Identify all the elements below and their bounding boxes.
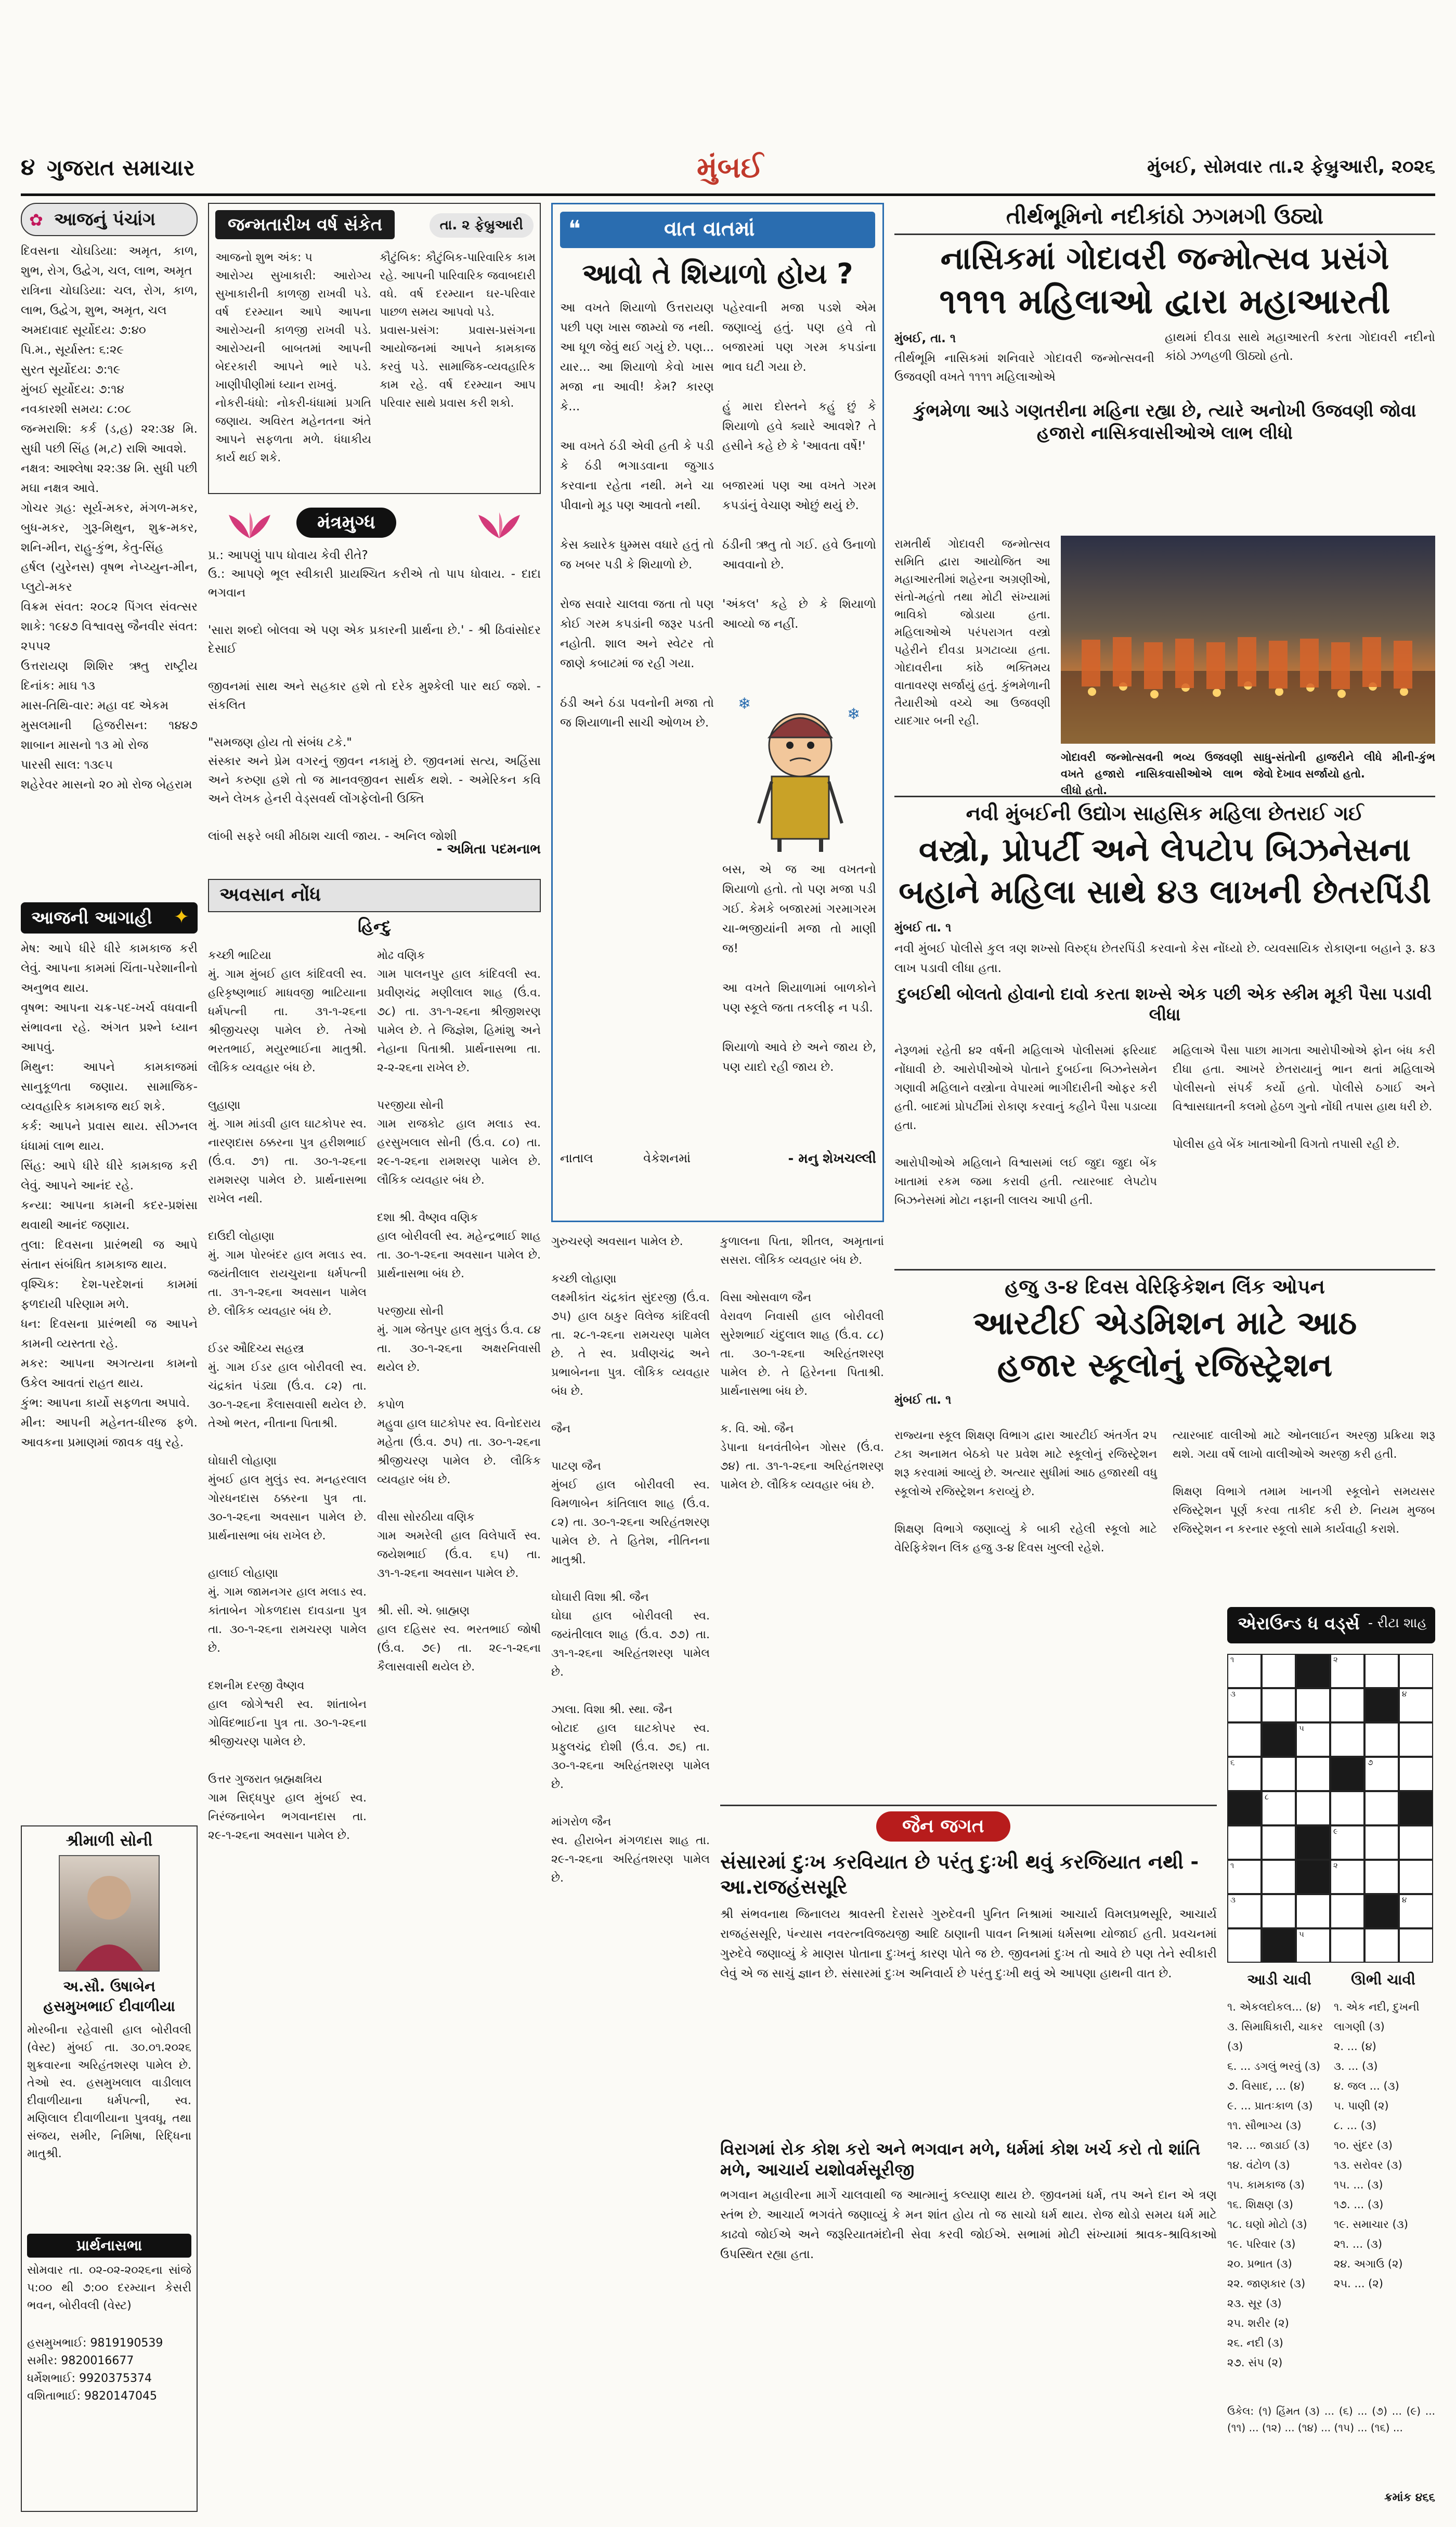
crossword-grid	[1227, 1654, 1435, 1966]
pink-flower-icon: ✿	[29, 210, 43, 230]
nashik-dateline: મુંબઈ, તા. ૧	[894, 332, 956, 345]
fraud-headline2: બહાને મહિલા સાથે ૪૩ લાખની છેતરપિંડી	[899, 873, 1431, 911]
page-number: ૪	[21, 154, 35, 180]
prayer-body: સોમવાર તા. ૦૨-૦૨-૨૦૨૬ના સાંજે ૫:૦૦ થી ૭:૦૦ દરમ્યાન કેસરી ભવન, બોરીવલી (વેસ્ટ)	[27, 2264, 195, 2312]
crossword-cell	[1262, 1860, 1296, 1894]
crossword-cell	[1227, 1688, 1262, 1722]
prayer-title: પ્રાર્થનાસભા	[27, 2234, 191, 2258]
vaat-col1: આ વખતે શિયાળો ઉત્તરાયણ પછી પણ ખાસ જામ્યો જ નથી. આ ધૂળ જેવું થઈ ગયું છે. પણ... યાર... આ શિયાળો કેવો ખાસ મજા ના આવી! કેમ? કારણ કે... આ વખતે ઠંડી એવી હતી કે પડી કે ઠંડી ભગાડવાના જુગાડ કરવાના રહેતા નથી. મને ચા પીવાનો મૂડ પણ આવતો નથી. કેસ ક્યારેક ધુમ્મસ વધારે હતું તો જ ખબર પડી કે શિયાળો છે. રોજ સવારે ચાલવા જતા તો પણ કોઈ ગરમ કપડાંની જરૂર પડતી નહોતી. શાલ અને સ્વેટર તો જાણે કબાટમાં જ રહી ગયા. ઠંડી અને ઠંડા પવનોની મજા તો જ શિયાળાની સાચી ઓળખ છે.	[560, 301, 714, 730]
crossword-cell	[1399, 1791, 1433, 1825]
crossword-cell	[1330, 1860, 1364, 1894]
cartoon-boy-icon	[722, 688, 876, 854]
crossword-cell	[1364, 1928, 1399, 1963]
panchang-body: દિવસના ચોઘડિયા: અમૃત, કાળ, શુભ, રોગ, ઉદ્વેગ, ચલ, લાભ, અમૃત રાત્રિના ચોઘડિયા: ચલ, રોગ, કાળ, લાભ, ઉદ્વેગ, શુભ, અમૃત, ચલ અમદાવાદ સૂર્યોદય: ૭:૪૦ પિ.મ., સૂર્યાસ્ત: ૬:૨૯ સુરત સૂર્યોદય: ૭:૧૯ મુંબઈ સૂર્યોદય: ૭:૧૪ નવકારશી સમય: ૮:૦૮ જન્મરાશિ: કર્ક (ડ,હ) ૨૨:૩૪ મિ. સુધી પછી સિંહ (મ,ટ) રાશિ આવશે. નક્ષત્ર: આશ્લેષા ૨૨:૩૪ મિ. સુધી પછી મઘા નક્ષત્ર આવે. ગોચર ગ્રહ: સૂર્ય-મકર, મંગળ-મકર, બુધ-મકર, ગુરૂ-મિથુન, શુક્ર-મકર, શનિ-મીન, રાહુ-કુંભ, કેતુ-સિંહ હર્ષલ (યુરેનસ) વૃષભ નેપ્ચ્યુન-મીન, પ્લુટો-મકર વિક્રમ સંવત: ૨૦૮૨ પિંગલ સંવત્સર શાકે: ૧૯૪૭ વિશ્વાવસુ જૈનવીર સંવત: ૨૫૫૨ ઉત્તરાયણ શિશિર ઋતુ રાષ્ટ્રીય દિનાંક: માઘ ૧૩ માસ-તિથિ-વાર: મહા વદ એકમ મુસલમાની હિજરીસન: ૧૪૪૭ શાબાન માસનો ૧૩ મો રોજ પારસી સાલ: ૧૩૯૫ શહેરેવર માસનો ૨૦ મો રોજ બેહરામ	[21, 244, 198, 792]
crossword-cell	[1262, 1688, 1296, 1722]
fraud-headline1: વસ્ત્રો, પ્રોપર્ટી અને લેપટોપ બિઝનેસના	[918, 830, 1411, 869]
crossword-cell	[1296, 1688, 1330, 1722]
across-title: આડી ચાવી	[1247, 1971, 1311, 1988]
crossword-cell	[1262, 1928, 1296, 1963]
jain-subhead: વિરાગમાં રોક કોશ કરો અને ભગવાન મળે, ધર્મમાં કોશ ખર્ચ કરો તો શાંતિ મળે, આચાર્ય યશોવર્મસૂરીજી	[720, 2139, 1201, 2180]
rte-headline2: હજાર સ્કૂલોનું રજિસ્ટ્રેશન	[997, 1346, 1333, 1384]
obituaries-title: અવસાન નોંધ	[208, 879, 541, 912]
notice-name: અ.સૌ. ઉષાબેન હસમુખભાઈ દીવાળીયા	[43, 1978, 175, 2015]
crossword-cell	[1262, 1757, 1296, 1791]
nashik-headline2: ૧૧૧૧ મહિલાઓ દ્વારા મહાઆરતી	[939, 281, 1390, 321]
nashik-subhead: કુંભમેળા આડે ગણતરીના મહિના રહ્યા છે, ત્યારે અનોખી ઉજવણી જોવા હજારો નાસિકવાસીઓએ લાભ લીધો	[913, 400, 1416, 444]
crossword-cell	[1330, 1928, 1364, 1963]
crossword-cell	[1364, 1860, 1399, 1894]
crossword-cell	[1330, 1757, 1364, 1791]
star-icon: ✦	[173, 906, 189, 928]
nashik-kicker: તીર્થભૂમિનો નદીકાંઠો ઝગમગી ઉઠ્યો	[894, 203, 1435, 235]
vaat-footer	[560, 1151, 876, 1213]
portrait-icon	[59, 1855, 160, 1972]
crossword-cell-number: ૧	[1230, 1655, 1234, 1664]
rte-kicker: હજુ ૩-૪ દિવસ વેરિફિકેશન લિંક ઓપન	[1005, 1275, 1325, 1298]
down-clues: ૧. એક નદી, દુખની લાગણી (૩) ૨. ... (૪) ૩. ... (૩) ૪. જલ ... (૩) ૫. પાણી (૨) ૮. ... (૩) ૧૦. સુંદર (૩) ૧૩. સરોવર (૩) ૧૫. ... (૩) ૧૭. ... (૩) ૧૯. સમાચાર (૩) ૨૧. ... (૩) ૨૪. અગાઉ (૨) ૨૫. ... (૨)	[1334, 2001, 1420, 2290]
fraud-lead: નવી મુંબઈ પોલીસે કુલ ત્રણ શખ્સો વિરુદ્ધ છેતરપિંડી કરવાનો કેસ નોંધ્યો છે. વ્યવસાયિક રોકાણના બહાને રૂ. ૪૩ લાખ પડાવી લીધા હતા.	[894, 941, 1439, 975]
crossword-cell	[1364, 1688, 1399, 1722]
rte-headline1: આરટીઈ એડમિશન માટે આઠ	[972, 1303, 1357, 1342]
fraud-col1: નેરૂળમાં રહેતી ૪૨ વર્ષની મહિલાએ પોલીસમાં ફરિયાદ નોંધાવી છે. આરોપીઓએ પોતાને દુબઈના બિઝનેસમેન ગણાવી મહિલાને વસ્ત્રોના વેપારમાં ભાગીદારીની ઓફર કરી હતી. બાદમાં પ્રોપર્ટીમાં રોકાણ કરવાનું કહીને પૈસા પડાવ્યા હતા. આરોપીઓએ મહિલાને વિશ્વાસમાં લઈ જુદા જુદા બેંક ખાતામાં રકમ જમા કરાવી હતી. ત્યારબાદ લેપટોપ બિઝનેસમાં મોટા નફાની લાલચ આપી હતી.	[894, 1044, 1157, 1207]
notice-contacts: હસમુખભાઈ: 9819190539 સમીર: 9820016677 ધર્મેશભાઈ: 9920375374 વશિતાભાઈ: 9820147045	[27, 2337, 163, 2403]
crossword-cell	[1364, 1757, 1399, 1791]
forecast-section	[21, 902, 198, 1818]
crossword-cell-number: ૧	[1230, 1861, 1234, 1870]
crossword-cell-number: ૫	[1299, 1723, 1304, 1733]
crossword-header: એરાઉન્ડ ધ વર્ડ્સ - રીટા શાહ	[1227, 1607, 1435, 1643]
mantra-title: મંત્રમુગ્ધ	[296, 508, 396, 538]
nashik-headline1: નાસિકમાં ગોદાવરી જન્મોત્સવ પ્રસંગે	[940, 240, 1389, 277]
obituaries-col1: કચ્છી ભાટિયા મું. ગામ મુંબઈ હાલ કાંદિવલી સ્વ. હરિકૃષ્ણભાઈ માધવજી ભાટિયાના ધર્મપત્ની તા. ૩૧-૧-૨૬ના શ્રીજીચરણ પામેલ છે. તેઓ ભરતભાઈ, મયુરભાઈના માતુશ્રી. લૌકિક વ્યવહાર બંધ છે. લુહાણા મું. ગામ માંડવી હાલ ઘાટકોપર સ્વ. નારણદાસ ઠક્કરના પુત્ર હરીશભાઈ (ઉં.વ. ૭૧) તા. ૩૦-૧-૨૬ના રામશરણ પામેલ છે. પ્રાર્થનાસભા રાખેલ નથી. દાઉદી લોહાણા મું. ગામ પોરબંદર હાલ મલાડ સ્વ. જયંતીલાલ રાયચુરાના ધર્મપત્ની તા. ૩૧-૧-૨૬ના અવસાન પામેલ છે. લૌકિક વ્યવહાર બંધ છે. ઈડર ઔદિચ્ય સહસ્ત્ર મું. ગામ ઈડર હાલ બોરીવલી સ્વ. ચંદ્રકાંત પંડ્યા (ઉં.વ. ૮૨) તા. ૩૦-૧-૨૬ના કૈલાસવાસી થયેલ છે. તેઓ ભરત, નીતાના પિતાશ્રી. ઘોઘારી લોહાણા મુંબઈ હાલ મુલુંડ સ્વ. મનહરલાલ ગોરધનદાસ ઠક્કરના પુત્ર તા. ૩૦-૧-૨૬ના અવસાન પામેલ છે. પ્રાર્થનાસભા બંધ રાખેલ છે. હાલાઈ લોહાણા મું. ગામ જામનગર હાલ મલાડ સ્વ. કાંતાબેન ગોકળદાસ દાવડાના પુત્ર તા. ૩૦-૧-૨૬ના રામચરણ પામેલ છે. દશનીમ દરજી વૈષ્ણવ હાલ જોગેશ્વરી સ્વ. શાંતાબેન ગોવિંદભાઈના પુત્ર તા. ૩૦-૧-૨૬ના શ્રીજીચરણ પામેલ છે. ઉત્તર ગુજરાત બ્રહ્મક્ષત્રિય ગામ સિદ્ધપુર હાલ મુંબઈ સ્વ. નિરંજનાબેન ભગવાનદાસ તા. ૨૯-૧-૨૬ના અવસાન પામેલ છે.	[208, 949, 367, 1842]
obituary-notice	[21, 1825, 198, 2512]
crossword-cell	[1399, 1894, 1433, 1928]
jain-body: શ્રી સંભવનાથ જિનાલય શ્રાવસ્તી દેરાસરે ગુરુદેવની પુનિત નિશ્રામાં આચાર્ય વિમલપ્રભસૂરિ, આચાર્ય રાજહંસસૂરિ, પંન્યાસ નવરત્નવિજયજી આદિ ઠાણાની પાવન નિશ્રામાં ધર્મસભા યોજાઈ હતી. પ્રવચનમાં ગુરુદેવે જણાવ્યું કે માણસ પોતાના દુઃખનું કારણ પોતે જ છે. જીવનમાં દુઃખ તો આવે છે પણ તેને સ્વીકારી લેવું એ જ સાચું જ્ઞાન છે. સંસારમાં દુઃખ અનિવાર્ય છે પરંતુ દુઃખી થવું એ આપણા હાથની વાત છે.	[720, 1908, 1221, 1980]
crossword-cell	[1296, 1757, 1330, 1791]
crossword-cell	[1262, 1894, 1296, 1928]
nashik-caption-left: ગોદાવરી જન્મોત્સવની ભવ્ય ઉજવણી વખતે હજારો નાસિકવાસીઓએ લાભ લીધો હતો.	[1061, 751, 1247, 797]
crossword-ticket: ક્રમાંક ૪૬૬	[1384, 2491, 1435, 2504]
vaat-header: ❝ વાત વાતમાં	[560, 212, 875, 248]
crossword-cell	[1330, 1894, 1364, 1928]
crossword-cell	[1227, 1894, 1262, 1928]
birthday-col2: કૌટુંબિક: કૌટુંબિક-પારિવારિક કામ રહે. આપની પારિવારિક જવાબદારી વધે. વર્ષ દરમ્યાન ઘર-પરિવાર પાછળ સમય આપવો પડે. પ્રવાસ-પ્રસંગ: પ્રવાસ-પ્રસંગના આયોજનમાં આપને કામકાજ કરવું પડે. સામાજિક-વ્યવહારિક કામ રહે. વર્ષ દરમ્યાન આપ પરિવાર સાથે પ્રવાસ કરી શકો.	[380, 251, 536, 410]
mantra-body: પ્ર.: આપણું પાપ ધોવાય કેવી રીતે? ઉ.: આપણે ભૂલ સ્વીકારી પ્રાયશ્ચિત કરીએ તો પાપ ધોવાય. - દાદા ભગવાન 'સારા શબ્દો બોલવા એ પણ એક પ્રકારની પ્રાર્થના છે.' - શ્રી ઠિવાંસોદર દેસાઈ જીવનમાં સાથ અને સહકાર હશે તો દરેક મુશ્કેલી પાર થઈ જશે. - સંકલિત "સમજણ હોય તો સંબંધ ટકે." સંસ્કાર અને પ્રેમ વગરનું જીવન નકામું છે. જીવનમાં સત્ય, અહિંસા અને કરુણા હશે તો જ માનવજીવન સાર્થક થશે. - અમેરિકન કવિ અને લેખક હેનરી વેડ્સવર્થ લોંગફેલોની ઉક્તિ લાંબી સફરે બધી મીઠાશ ચાલી જાય. - અનિલ જોશી	[208, 549, 541, 843]
crossword-cell	[1296, 1894, 1330, 1928]
crossword-cell	[1399, 1928, 1433, 1963]
crossword-cell	[1399, 1688, 1433, 1722]
vaat-footer-right: વેકેશનમાં	[643, 1151, 691, 1165]
vaat-obits-col2: કુળાલના પિતા, શીતલ, અમૃતાનાં સસરા. લૌકિક વ્યવહાર બંધ છે. વિસા ઓસવાળ જૈન વેરાવળ નિવાસી હાલ બોરીવલી સુરેશભાઈ ચંદુલાલ શાહ (ઉં.વ. ૮૮) તા. ૩૦-૧-૨૬ના અરિહંતશરણ પામેલ છે. તે હિરેનના પિતાશ્રી. પ્રાર્થનાસભા બંધ છે. ક. વિ. ઓ. જૈન ડેપાના ધનવંતીબેન ગોસર (ઉં.વ. ૭૪) તા. ૩૧-૧-૨૬ના અરિહંતશરણ પામેલ છે. લૌકિક વ્યવહાર બંધ છે.	[720, 1235, 884, 1492]
crossword-cell	[1227, 1654, 1262, 1688]
rte-col1: રાજ્યના સ્કૂલ શિક્ષણ વિભાગ દ્વારા આરટીઈ અંતર્ગત ૨૫ ટકા અનામત બેઠકો પર પ્રવેશ માટે સ્કૂલોનું રજિસ્ટ્રેશન શરૂ કરવામાં આવ્યું છે. અત્યાર સુધીમાં આઠ હજારથી વધુ સ્કૂલોએ રજિસ્ટ્રેશન કરાવ્યું છે. શિક્ષણ વિભાગે જણાવ્યું કે બાકી રહેલી સ્કૂલો માટે વેરિફિકેશન લિંક હજુ ૩-૪ દિવસ ખુલ્લી રહેશે.	[894, 1429, 1157, 1554]
crossword-cell	[1399, 1722, 1433, 1757]
crossword-cell	[1227, 1722, 1262, 1757]
crossword-cell	[1262, 1791, 1296, 1825]
crossword-cell	[1262, 1825, 1296, 1860]
birthday-section	[208, 203, 541, 494]
crossword-cell	[1296, 1928, 1330, 1963]
crossword-cell	[1227, 1825, 1262, 1860]
vaat-author: - મનુ શેખચલ્લી	[788, 1151, 876, 1167]
obituaries-subtitle: હિન્દુ	[358, 916, 391, 936]
nashik-story	[894, 203, 1439, 797]
panchang-title: ✿ આજનું પંચાંગ	[21, 203, 198, 236]
crossword-cell-number: ૫	[1299, 1929, 1304, 1939]
lotus-right-icon	[463, 510, 536, 541]
crossword-cell	[1227, 1757, 1262, 1791]
speech-bubble-icon: ❝	[568, 216, 581, 242]
crossword-cell	[1330, 1825, 1364, 1860]
fraud-col2: મહિલાએ પૈસા પાછા માગતા આરોપીઓએ ફોન બંધ કરી દીધા હતા. આખરે છેતરાયાનું ભાન થતાં મહિલાએ પોલીસનો સંપર્ક કર્યો હતો. પોલીસે ઠગાઈ અને વિશ્વાસઘાતની કલમો હેઠળ ગુનો નોંધી તપાસ હાથ ધરી છે. પોલીસ હવે બેંક ખાતાઓની વિગતો તપાસી રહી છે.	[1173, 1044, 1435, 1151]
crossword-cell	[1399, 1654, 1433, 1688]
crossword-cell	[1262, 1722, 1296, 1757]
rte-story	[894, 1269, 1435, 1602]
crossword-cell	[1364, 1791, 1399, 1825]
crossword-cell	[1364, 1722, 1399, 1757]
vaat-headline: આવો તે શિયાળો હોય ?	[582, 257, 853, 290]
across-clues: ૧. એકલદોકલ... (૪) ૩. સિમાધિકારી, ચાકર (૩) ૬. ... ડગલું ભરવું (૩) ૭. વિસાદ, ... (૪) ૯. ... પ્રાતઃકાળ (૩) ૧૧. સૌભાગ્ય (૩) ૧૨. ... જાડાઈ (૩) ૧૪. વંટોળ (૩) ૧૫. કામકાજ (૩) ૧૬. શિક્ષણ (૩) ૧૮. ઘણો મોટો (૩) ૧૯. પરિવાર (૩) ૨૦. પ્રભાત (૩) ૨૨. જાણકાર (૩) ૨૩. સૂર (૩) ૨૫. શરીર (૨) ૨૬. નદી (૩) ૨૭. સંપ (૨)	[1227, 2001, 1323, 2369]
nashik-lead	[894, 328, 1439, 396]
fraud-kicker: નવી મુંબઈની ઉદ્યોગ સાહસિક મહિલા છેતરાઈ ગઈ	[966, 802, 1364, 825]
crossword-cell-number: ૨	[1333, 1861, 1338, 1870]
jain-title: જૈન જગત	[720, 1811, 1217, 1845]
nashik-body: રામતીર્થ ગોદાવરી જન્મોત્સવ સમિતિ દ્વારા આયોજિત આ મહાઆરતીમાં શહેરના અગ્રણીઓ, સંતો-મહંતો તથા મોટી સંખ્યામાં ભાવિકો જોડાયા હતા. મહિલાઓએ પરંપરાગત વસ્ત્રો પહેરીને દીવડા પ્રગટાવ્યા હતા. ગોદાવરીના કાંઠે ભક્તિમય વાતાવરણ સર્જાયું હતું. કુંભમેળાની તૈયારીઓ વચ્ચે આ ઉજવણી યાદગાર બની રહી.	[894, 538, 1054, 728]
crossword-cell-number: ૭	[1368, 1758, 1373, 1767]
jain-body2: ભગવાન મહાવીરના માર્ગે ચાલવાથી જ આત્માનું કલ્યાણ થાય છે. જીવનમાં ધર્મ, તપ અને દાન એ ત્રણ સ્તંભ છે. આચાર્ય ભગવંતે જણાવ્યું કે મન શાંત હોય તો જ સાચો ધર્મ થાય. રોજ થોડો સમય ધર્મ માટે કાઢવો જોઈએ અને જરૂરિયાતમંદોની સેવા કરવી જોઈએ. સભામાં મોટી સંખ્યામાં શ્રાવક-શ્રાવિકાઓ ઉપસ્થિત રહ્યા હતા.	[720, 2188, 1221, 2261]
rte-col2: ત્યારબાદ વાલીઓ માટે ઓનલાઈન અરજી પ્રક્રિયા શરૂ થશે. ગયા વર્ષે લાખો વાલીઓએ અરજી કરી હતી. શિક્ષણ વિભાગે તમામ ખાનગી સ્કૂલોને સમયસર રજિસ્ટ્રેશન પૂર્ણ કરવા તાકીદ કરી છે. નિયમ મુજબ રજિસ્ટ્રેશન ન કરનાર સ્કૂલો સામે કાર્યવાહી કરાશે.	[1173, 1429, 1435, 1536]
crossword-cell-number: ૪	[1402, 1895, 1407, 1904]
vaat-section	[551, 203, 884, 1222]
date-line: મુંબઈ, સોમવાર તા.૨ ફેબ્રુઆરી, ૨૦૨૬	[1147, 156, 1435, 177]
notice-body: મોરબીના રહેવાસી હાલ બોરીવલી (વેસ્ટ) મુંબઈ તા. ૩૦.૦૧.૨૦૨૬ શુક્રવારના અરિહંતશરણ પામેલ છે. તેઓ સ્વ. હસમુખલાલ વાડીલાલ દીવાળીયાના ધર્મપત્ની, સ્વ. મણિલાલ દીવાળીયાના પુત્રવધૂ, તથા સંજય, સમીર, નિમિષા, રિદ્ધિના માતુશ્રી.	[27, 2024, 195, 2160]
crossword-cell	[1296, 1722, 1330, 1757]
crossword-cell	[1330, 1688, 1364, 1722]
fraud-dateline: મુંબઈ તા. ૧	[894, 921, 952, 935]
birthday-date: તા. ૨ ફેબ્રુઆરી	[430, 213, 534, 238]
masthead	[21, 151, 1435, 192]
vaat-obits-col1: ગુરુચરણે અવસાન પામેલ છે. કચ્છી લોહાણા લક્ષ્મીકાંત ચંદ્રકાંત સુંદરજી (ઉં.વ. ૭૫) હાલ ઠાકુર વિલેજ કાંદિવલી તા. ૨૮-૧-૨૬ના રામચરણ પામેલ છે. તે સ્વ. પ્રવીણચંદ્ર અને પ્રભાબેનના પુત્ર. લૌકિક વ્યવહાર બંધ છે. જૈન પાટણ જૈન મુંબઈ હાલ બોરીવલી સ્વ. વિમળાબેન કાંતિલાલ શાહ (ઉં.વ. ૮૨) તા. ૩૦-૧-૨૬ના અરિહંતશરણ પામેલ છે. તે હિતેશ, નીતિનના માતુશ્રી. ઘોઘારી વિશા શ્રી. જૈન ઘોઘા હાલ બોરીવલી સ્વ. જયંતીલાલ શાહ (ઉં.વ. ૭૭) તા. ૩૧-૧-૨૬ના અરિહંતશરણ પામેલ છે. ઝાલા. વિશા શ્રી. સ્થા. જૈન બોટાદ હાલ ઘાટકોપર સ્વ. પ્રફુલચંદ્ર દોશી (ઉં.વ. ૭૬) તા. ૩૦-૧-૨૬ના અરિહંતશરણ પામેલ છે. માંગરોળ જૈન સ્વ. હીરાબેન મંગળદાસ શાહ તા. ૨૯-૧-૨૬ના અરિહંતશરણ પામેલ છે.	[551, 1235, 710, 1885]
crossword-cell	[1330, 1722, 1364, 1757]
crossword-cell	[1330, 1654, 1364, 1688]
crossword-cell	[1296, 1791, 1330, 1825]
birthday-col1: આજનો શુભ અંક: ૫ આરોગ્ય સુખાકારી: આરોગ્ય સુખાકારીની કાળજી રાખવી પડે. વર્ષ દરમ્યાન આપે આપના આરોગ્યની કાળજી રાખવી પડે. આરોગ્યની બાબતમાં આપની બેદરકારી આપને ભારે પડે. ખાણીપીણીમાં ધ્યાન રાખવું. નોકરી-ધંધો: નોકરી-ધંધામાં પ્રગતિ જણાય. અવિરત મહેનતના અંતે આપને સફળતા મળે. ધંધાકીય કાર્ય થઈ શકે.	[215, 251, 371, 464]
vaat-col2: પહેરવાની મજા પડશે એમ જણાવ્યું હતું. પણ હવે તો બજારમાં પણ ગરમ કપડાંના ભાવ ઘટી ગયા છે. હું મારા દોસ્તને કહું છું કે શિયાળો હવે ક્યારે આવશે? તે હસીને કહે છે કે 'આવતા વર્ષે!' બજારમાં પણ આ વખતે ગરમ કપડાંનું વેચાણ ઓછું થયું છે. ઠંડીની ઋતુ તો ગઈ. હવે ઉનાળો આવવાનો છે. 'અંકલ' કહે છે કે શિયાળો આવ્યો જ નહીં.	[722, 301, 876, 631]
mantra-quote-author: - અમિતા પદમનાભ	[436, 841, 541, 857]
crossword-cell	[1399, 1825, 1433, 1860]
lotus-left-icon	[213, 510, 286, 541]
vaat-footer-left: નાતાલ	[560, 1151, 593, 1165]
crossword-cell	[1399, 1757, 1433, 1791]
vaat-col3: બસ, એ જ આ વખતનો શિયાળો હતો. તો પણ મજા પડી ગઈ. કેમકે બજારમાં ગરમાગરમ ચા-ભજીયાંની મજા તો માણી જ! આ વખતે શિયાળામાં બાળકોને પણ સ્કૂલે જતા તકલીફ ન પડી. શિયાળો આવે છે અને જાય છે, પણ યાદો રહી જાય છે.	[722, 863, 876, 1074]
nashik-lead-left: તીર્થભૂમિ નાસિકમાં શનિવારે ગોદાવરી જન્મોત્સવની ઉજવણી વખતે ૧૧૧૧ મહિલાઓએ	[894, 352, 1159, 384]
forecast-body: મેષ: આપે ધીરે ધીરે કામકાજ કરી લેવું. આપના કામમાં ચિંતા-પરેશાનીનો અનુભવ થાય. વૃષભ: આપના ચક્ર-પદ-ખર્ચ વધવાની સંભાવના રહે. અંગત પ્રશ્ને ધ્યાન આપવું. મિથુન: આપને કામકાજમાં સાનુકૂળતા જણાય. સામાજિક-વ્યવહારિક કામકાજ થઈ શકે. કર્ક: આપને પ્રવાસ થાય. સીઝનલ ધંધામાં લાભ થાય. સિંહ: આપે ધીરે ધીરે કામકાજ કરી લેવું. આપને આનંદ રહે. કન્યા: આપના કામની કદર-પ્રશંસા થવાથી આનંદ જણાય. તુલા: દિવસના પ્રારંભથી જ આપે સંતાન સંબંધિત કામકાજ થાય. વૃશ્ચિક: દેશ-પરદેશનાં કામમાં ફળદાયી પરિણામ મળે. ધન: દિવસના પ્રારંભથી જ આપને કામની વ્યસ્તતા રહે. મકર: આપના અગત્યના કામનો ઉકેલ આવતાં રાહત થાય. કુંભ: આપના કાર્યો સફળતા અપાવે. મીન: આપની મહેનત-ધીરજ ફળે. આવકના પ્રમાણમાં જાવક વધુ રહે.	[21, 942, 198, 1449]
crossword-cell-number: ૩	[1230, 1689, 1236, 1699]
crossword-cell	[1296, 1860, 1330, 1894]
crossword-cell	[1296, 1654, 1330, 1688]
rte-dateline: મુંબઈ તા. ૧	[894, 1393, 952, 1407]
mantra-section	[208, 504, 541, 869]
forecast-title: આજની આગાહી ✦	[21, 902, 198, 934]
crossword-cell	[1364, 1654, 1399, 1688]
crossword-cell-number: ૩	[1230, 1895, 1236, 1904]
crossword-cell	[1227, 1860, 1262, 1894]
birthday-title: જન્મતારીખ વર્ષ સંકેત	[215, 210, 395, 239]
panchang-section	[21, 203, 198, 895]
birthday-header	[215, 210, 534, 243]
crossword-cell	[1227, 1928, 1262, 1963]
obituaries-col2: મોઢ વણિક ગામ પાલનપુર હાલ કાંદિવલી સ્વ. પ્રવીણચંદ્ર મણીલાલ શાહ (ઉં.વ. ૭૮) તા. ૩૧-૧-૨૬ના શ્રીજીશરણ પામેલ છે. તે જિજ્ઞેશ, હિમાંશુ અને નેહાના પિતાશ્રી. પ્રાર્થનાસભા તા. ૨-૨-૨૬ના રાખેલ છે. પરજીયા સોની ગામ રાજકોટ હાલ મલાડ સ્વ. હરસુખલાલ સોની (ઉં.વ. ૮૦) તા. ૨૯-૧-૨૬ના રામશરણ પામેલ છે. લૌકિક વ્યવહાર બંધ છે. દશા શ્રી. વૈષ્ણવ વણિક હાલ બોરીવલી સ્વ. મહેન્દ્રભાઈ શાહ તા. ૩૦-૧-૨૬ના અવસાન પામેલ છે. પ્રાર્થનાસભા બંધ છે. પરજીયા સોની મું. ગામ જેતપુર હાલ મુલુંડ ઉં.વ. ૮૪ તા. ૩૦-૧-૨૬ના અક્ષરનિવાસી થયેલ છે. કપોળ મહુવા હાલ ઘાટકોપર સ્વ. વિનોદરાય મહેતા (ઉં.વ. ૭૫) તા. ૩૦-૧-૨૬ના શ્રીજીચરણ પામેલ છે. લૌકિક વ્યવહાર બંધ છે. વીસા સોરઠીયા વણિક ગામ અમરેલી હાલ વિલેપાર્લે સ્વ. જયેશભાઈ (ઉં.વ. ૬૫) તા. ૩૧-૧-૨૬ના અવસાન પામેલ છે. શ્રી. સી. એ. બ્રાહ્મણ હાલ દહિસર સ્વ. ભરતભાઈ જોષી (ઉં.વ. ૭૯) તા. ૨૯-૧-૨૬ના કૈલાસવાસી થયેલ છે.	[377, 949, 541, 1674]
nashik-caption-right: સાધુ-સંતોની હાજરીને લીધે મીની-કુંભ જેવો દેખાવ સર્જાયો હતો.	[1253, 751, 1439, 780]
crossword-cell	[1330, 1791, 1364, 1825]
crossword-cell-number: ૯	[1333, 1826, 1338, 1836]
masthead-rule	[21, 193, 1435, 196]
edition-name: મુંબઈ	[697, 151, 763, 185]
obituaries-section	[208, 879, 541, 2512]
crossword-cell	[1364, 1894, 1399, 1928]
crossword-cell	[1399, 1860, 1433, 1894]
crossword-cell	[1262, 1654, 1296, 1688]
fraud-story	[894, 796, 1439, 1264]
aarti-photo-icon	[1061, 536, 1435, 744]
crossword-cell-number: ૮	[1265, 1792, 1269, 1802]
crossword-cell	[1227, 1791, 1262, 1825]
crossword-answers: ઉકેલ: (૧) હિંમત (૩) ... (૬) ... (૭) ... (૯) ... (૧૧) ... (૧૨) ... (૧૪) ... (૧૫) ... (૧૬) ...	[1227, 2405, 1439, 2434]
crossword-cell	[1364, 1825, 1399, 1860]
down-title: ઊભી ચાવી	[1351, 1971, 1415, 1988]
crossword-cell-number: ૨	[1333, 1655, 1338, 1664]
crossword-cell-number: ૬	[1230, 1758, 1235, 1767]
fraud-subhead: દુબઈથી બોલતો હોવાનો દાવો કરતા શખ્સે એક પછી એક સ્કીમ મૂકી પૈસા પડાવી લીધા	[898, 983, 1432, 1025]
notice-community: શ્રીમાળી સોની	[66, 1832, 153, 1850]
crossword-cell	[1296, 1825, 1330, 1860]
crossword-cell-number: ૪	[1402, 1689, 1407, 1699]
paper-name: ગુજરાત સમાચાર	[47, 155, 195, 180]
mantra-header	[208, 504, 541, 546]
svg-text:❄: ❄	[738, 695, 751, 713]
crossword-box	[894, 1607, 1439, 2512]
svg-text:❄: ❄	[847, 705, 861, 723]
nashik-lead-right: હાથમાં દીવડા સાથે મહાઆરતી કરતા ગોદાવરી નદીનો કાંઠો ઝળહળી ઊઠ્યો હતો.	[1165, 331, 1439, 363]
jain-headline: સંસારમાં દુઃખ કરવિયાત છે પરંતુ દુઃખી થવું કરજિયાત નથી - આ.રાજહંસસૂરિ	[720, 1850, 1199, 1898]
